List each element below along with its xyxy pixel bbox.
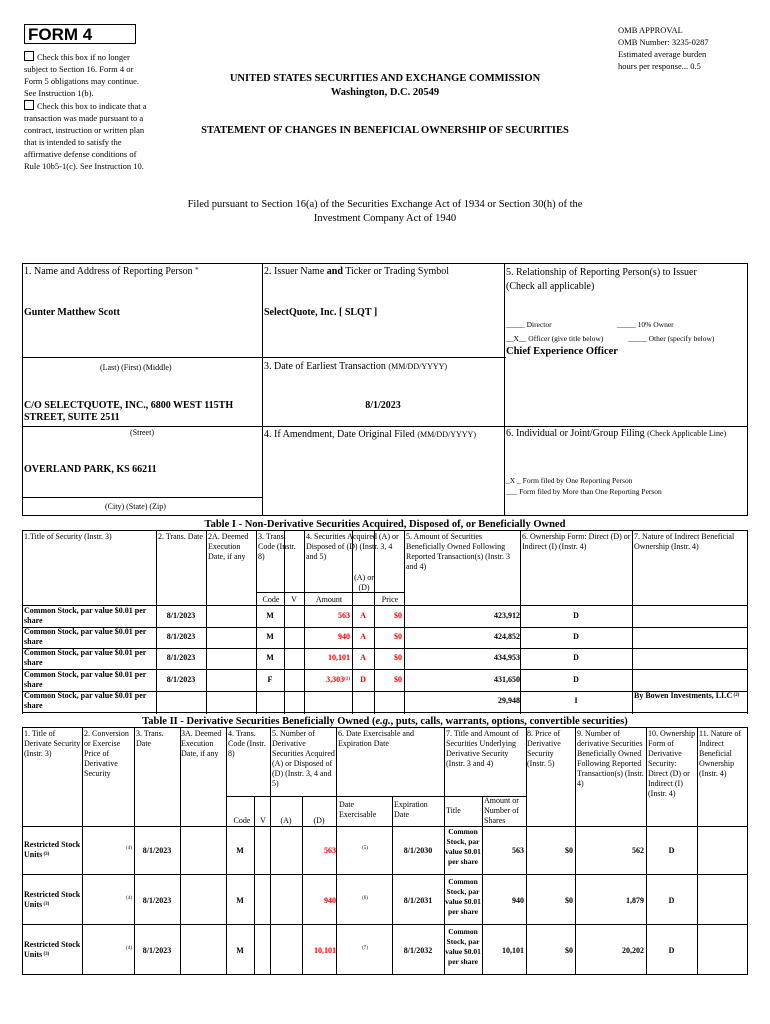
agency-name: UNITED STATES SECURITIES AND EXCHANGE COMMISSION [229, 73, 541, 84]
t2-header-exercisable: 6. Date Exercisable and Expiration Date [338, 729, 414, 748]
t2-row-shares: 563 [512, 846, 524, 855]
filed-line1: Filed pursuant to Section 16(a) of the Securities Exchange Act of 1934 or Section 30(h) of the [187, 199, 583, 210]
director-option[interactable]: _____ Director [506, 320, 552, 329]
t1-column-line [22, 530, 23, 714]
t1-header-date: 2. Trans. Date [158, 532, 203, 541]
t1-row-aord: A [360, 632, 366, 641]
t1-row-date: 8/1/2023 [166, 675, 196, 684]
t2-sub-code: Code [233, 816, 251, 825]
t2-column-line [82, 727, 83, 974]
t1-row-price: $0 [394, 632, 402, 641]
t2-sub-v: V [260, 816, 266, 825]
t2-column-line [336, 727, 337, 974]
t1-sub-v: V [291, 595, 297, 604]
t2-row-d: 563 [324, 846, 336, 855]
t1-row-form: D [573, 611, 579, 620]
t1-row-amount: 10,101 [328, 653, 350, 662]
box2-label: 2. Issuer Name and Ticker or Trading Symbol [264, 266, 450, 277]
t2-row-form: D [668, 896, 675, 905]
t1-row-code: M [266, 632, 274, 641]
t2-subheader-line [226, 796, 526, 797]
t1-sub-aord: (A) or (D) [354, 573, 374, 592]
t2-row-form: D [668, 946, 675, 955]
reporting-person-street: C/O SELECTQUOTE, INC., 6800 WEST 115TH STREET, SUITE 2511 [24, 400, 234, 423]
t2-row-code: M [236, 846, 244, 855]
issuer-name: SelectQuote, Inc. [ SLQT ] [264, 307, 378, 318]
omb-line4: hours per response... 0.5 [618, 61, 701, 71]
t2-row-underlying-title: Common Stock, par value $0.01 per share [445, 827, 481, 866]
omb-line1: OMB APPROVAL [618, 25, 683, 35]
t1-row-amount: 3,303$^{(1)}$ [326, 675, 350, 684]
checkbox2-text: Check this box to indicate that a transaction was made pursuant to a contract, instruction or written plan that is intended to satisfy the affirmative defense conditions of Rule 10b5-1(c). See Instruction 10. [24, 101, 147, 171]
reporting-person-name: Gunter Matthew Scott [24, 307, 120, 318]
t1-sub-amount: Amount [315, 595, 343, 604]
t1-row-title: Common Stock, par value $0.01 per share [24, 648, 147, 667]
no-longer-subject-checkbox-block [24, 51, 150, 99]
t2-row-ex-mark: (5) [362, 846, 368, 851]
t1-row-aord: A [360, 611, 366, 620]
t1-column-line [520, 530, 521, 714]
one-person-option[interactable]: _X _ Form filed by One Reporting Person [506, 476, 633, 485]
box6-label: 6. Individual or Joint/Group Filing (Check Applicable Line) [506, 428, 727, 439]
t1-column-line [206, 530, 207, 714]
t2-sub-shares: Amount or Number of Shares [484, 796, 519, 825]
t2-row-price: $0 [565, 896, 573, 905]
t2-sub-title: Title [446, 806, 461, 815]
t2-header-title: 1. Title of Derivate Security (Instr. 3) [24, 729, 81, 758]
t2-row-line [22, 974, 748, 975]
box4-label: 4. If Amendment, Date Original Filed (MM/DD/YYYY) [264, 429, 476, 440]
t1-row-title: Common Stock, par value $0.01 per share [24, 691, 147, 710]
no-longer-subject-checkbox[interactable] [24, 51, 34, 61]
t2-row-price-mark: (4) [126, 846, 132, 851]
t2-row-owned: 1,879 [626, 896, 644, 905]
footnote-mark: (1) [344, 677, 350, 682]
footnote-mark: (3) [42, 952, 50, 957]
t2-row-ex-mark: (6) [362, 896, 368, 901]
t1-sub-code: Code [262, 595, 280, 604]
t2-sub-exercisable: Date Exercisable [339, 800, 377, 819]
t1-column-line [747, 530, 748, 714]
t2-row-price-mark: (4) [126, 896, 132, 901]
t2-column-line [270, 727, 271, 974]
t1-row-amount: 940 [338, 632, 350, 641]
form-title: FORM 4 [24, 24, 136, 44]
box1-label: 1. Name and Address of Reporting Person * [24, 266, 199, 277]
city-label: (City) (State) (Zip) [105, 502, 166, 511]
t2-row-title: Restricted Stock Units $^{(3)}$ [24, 890, 81, 909]
t1-row-aord: D [360, 675, 366, 684]
t1-row-owned: 424,852 [494, 632, 520, 641]
t1-row-owned: 434,953 [494, 653, 520, 662]
table1-title: Table I - Non-Derivative Securities Acquired, Disposed of, or Beneficially Owned [204, 519, 566, 530]
t1-header-deemed: 2A. Deemed Execution Date, if any [208, 532, 249, 561]
t1-header-title: 1.Title of Security (Instr. 3) [24, 532, 112, 541]
t1-row-owned: 423,912 [494, 611, 520, 620]
t2-row-expiration: 8/1/2031 [403, 896, 433, 905]
t1-row-date: 8/1/2023 [166, 653, 196, 662]
filed-line2: Investment Company Act of 1940 [313, 213, 457, 224]
reporting-person-city: OVERLAND PARK, KS 66211 [24, 464, 157, 475]
t2-header-conversion: 2. Conversion or Exercise Price of Derivative Security [84, 729, 129, 778]
table2-title: Table II - Derivative Securities Beneficially Owned (e.g., puts, calls, warrants, options, convertible securities) [142, 716, 628, 727]
t2-column-line [22, 727, 23, 974]
name-columns-label: (Last) (First) (Middle) [100, 363, 172, 372]
t2-sub-d: (D) [313, 816, 325, 825]
t1-row-date: 8/1/2023 [166, 632, 196, 641]
t1-column-line [156, 530, 157, 714]
t1-column-line [256, 530, 257, 714]
t2-header-code: 4. Trans. Code (Instr. 8) [228, 729, 266, 758]
omb-line3: Estimated average burden [618, 49, 707, 59]
rule-10b5-checkbox-block [24, 100, 150, 172]
earliest-transaction-date: 8/1/2023 [365, 400, 401, 411]
t2-column-line [697, 727, 698, 974]
t2-header-deemed: 3A. Deemed Execution Date, if any [181, 729, 222, 758]
t1-row-date: 8/1/2023 [166, 611, 196, 620]
t2-row-date: 8/1/2023 [142, 946, 172, 955]
t2-row-code: M [236, 896, 244, 905]
t2-row-line [22, 874, 748, 875]
t1-row-price: $0 [394, 653, 402, 662]
statement-title: STATEMENT OF CHANGES IN BENEFICIAL OWNERSHIP OF SECURITIES [201, 125, 569, 136]
t2-row-price-mark: (4) [126, 946, 132, 951]
omb-approval [618, 24, 758, 72]
multi-person-option[interactable]: ___ Form filed by More than One Reporting Person [506, 487, 662, 496]
t2-row-shares: 10,101 [502, 946, 524, 955]
t1-header-nature: 7. Nature of Indirect Beneficial Ownership (Instr. 4) [634, 532, 735, 551]
officer-option[interactable]: __X__ Officer (give title below) [506, 334, 604, 343]
t1-subheader-line [256, 592, 404, 593]
omb-line2: OMB Number: 3235-0287 [618, 37, 709, 47]
t1-row-price: $0 [394, 611, 402, 620]
agency-city: Washington, D.C. 20549 [330, 87, 440, 98]
t2-header-price: 8. Price of Derivative Security (Instr. 5) [527, 729, 561, 768]
t1-row-code: F [267, 675, 273, 684]
ten-percent-owner-option[interactable]: _____ 10% Owner [617, 320, 674, 329]
street-label: (Street) [130, 428, 154, 437]
t1-row-line [22, 712, 748, 713]
other-option[interactable]: _____ Other (specify below) [628, 334, 715, 343]
t2-row-expiration: 8/1/2032 [403, 946, 433, 955]
t2-header-underlying: 7. Title and Amount of Securities Underlying Derivative Security (Instr. 3 and 4) [446, 729, 519, 768]
t1-column-line [304, 530, 305, 714]
t2-row-d: 940 [324, 896, 336, 905]
t1-row-form: I [574, 696, 578, 705]
t1-row-price: $0 [394, 675, 402, 684]
t2-header-date: 3. Trans. Date [136, 729, 164, 748]
t2-row-ex-mark: (7) [362, 946, 368, 951]
footnote-mark: (3) [42, 852, 50, 857]
checkbox1-text: Check this box if no longer subject to Section 16. Form 4 or Form 5 obligations may continue. See Instruction 1(b). [24, 52, 139, 98]
t2-header-owned: 9. Number of derivative Securities Beneficially Owned Following Reported Transaction(s) (Instr. 4) [577, 729, 644, 788]
t1-column-line [632, 530, 633, 714]
t2-sub-expiration: Expiration Date [394, 800, 428, 819]
t2-row-underlying-title: Common Stock, par value $0.01 per share [445, 877, 481, 916]
t2-row-title: Restricted Stock Units $^{(3)}$ [24, 840, 81, 859]
t1-row-nature: By Bowen Investments, LLC $^{(2)}$ [634, 691, 740, 700]
t1-row-owned: 29,948 [498, 696, 520, 705]
t1-header-code: 3. Trans. Code (Instr. 8) [258, 532, 296, 561]
t1-row-amount: 563 [338, 611, 350, 620]
t1-row-form: D [573, 653, 579, 662]
t2-row-form: D [668, 846, 675, 855]
t2-header-form: 10. Ownership Form of Derivative Security: Direct (D) or Indirect (I) (Instr. 4) [648, 729, 696, 798]
t2-row-price: $0 [565, 946, 573, 955]
t2-header-number: 5. Number of Derivative Securities Acquired (A) or Disposed of (D) (Instr. 3, 4 and 5) [272, 729, 335, 788]
t1-row-form: D [573, 632, 579, 641]
t1-row-aord: A [360, 653, 366, 662]
t2-column-line [180, 727, 181, 974]
t2-row-underlying-title: Common Stock, par value $0.01 per share [445, 927, 481, 966]
t2-column-line [747, 727, 748, 974]
t2-row-d: 10,101 [314, 946, 336, 955]
t1-row-title: Common Stock, par value $0.01 per share [24, 627, 147, 646]
t1-header-ownership: 6. Ownership Form: Direct (D) or Indirect (I) (Instr. 4) [522, 532, 631, 551]
t2-row-owned: 562 [632, 846, 644, 855]
t1-row-title: Common Stock, par value $0.01 per share [24, 606, 147, 625]
box3-label: 3. Date of Earliest Transaction (MM/DD/YYYY) [264, 361, 448, 372]
officer-title: Chief Experience Officer [506, 346, 618, 357]
footnote-mark: (2) [732, 693, 740, 698]
t1-row-code: M [266, 611, 274, 620]
t2-sub-a: (A) [280, 816, 292, 825]
t1-row-title: Common Stock, par value $0.01 per share [24, 670, 147, 689]
rule-10b5-checkbox[interactable] [24, 100, 34, 110]
t2-row-date: 8/1/2023 [142, 896, 172, 905]
t2-row-owned: 20,202 [622, 946, 644, 955]
footnote-mark: (3) [42, 902, 50, 907]
t2-row-price: $0 [565, 846, 573, 855]
t1-header-securities: 4. Securities Acquired (A) or Disposed of (D) (Instr. 3, 4 and 5) [306, 532, 399, 561]
t1-column-line [404, 530, 405, 714]
t2-row-shares: 940 [512, 896, 524, 905]
t2-row-date: 8/1/2023 [142, 846, 172, 855]
t1-sub-price: Price [381, 595, 399, 604]
t2-row-code: M [236, 946, 244, 955]
t1-row-owned: 431,650 [494, 675, 520, 684]
t1-header-amount-owned: 5. Amount of Securities Beneficially Owned Following Reported Transaction(s) (Instr. 3 and 4) [406, 532, 510, 571]
t1-row-code: M [266, 653, 274, 662]
box5-label: 5. Relationship of Reporting Person(s) to Issuer (Check all applicable) [506, 267, 697, 292]
t1-row-form: D [573, 675, 579, 684]
t2-header-nature: 11. Nature of Indirect Beneficial Ownership (Instr. 4) [699, 729, 742, 778]
t2-row-line [22, 924, 748, 925]
t2-row-expiration: 8/1/2030 [403, 846, 433, 855]
t2-row-title: Restricted Stock Units $^{(3)}$ [24, 940, 81, 959]
